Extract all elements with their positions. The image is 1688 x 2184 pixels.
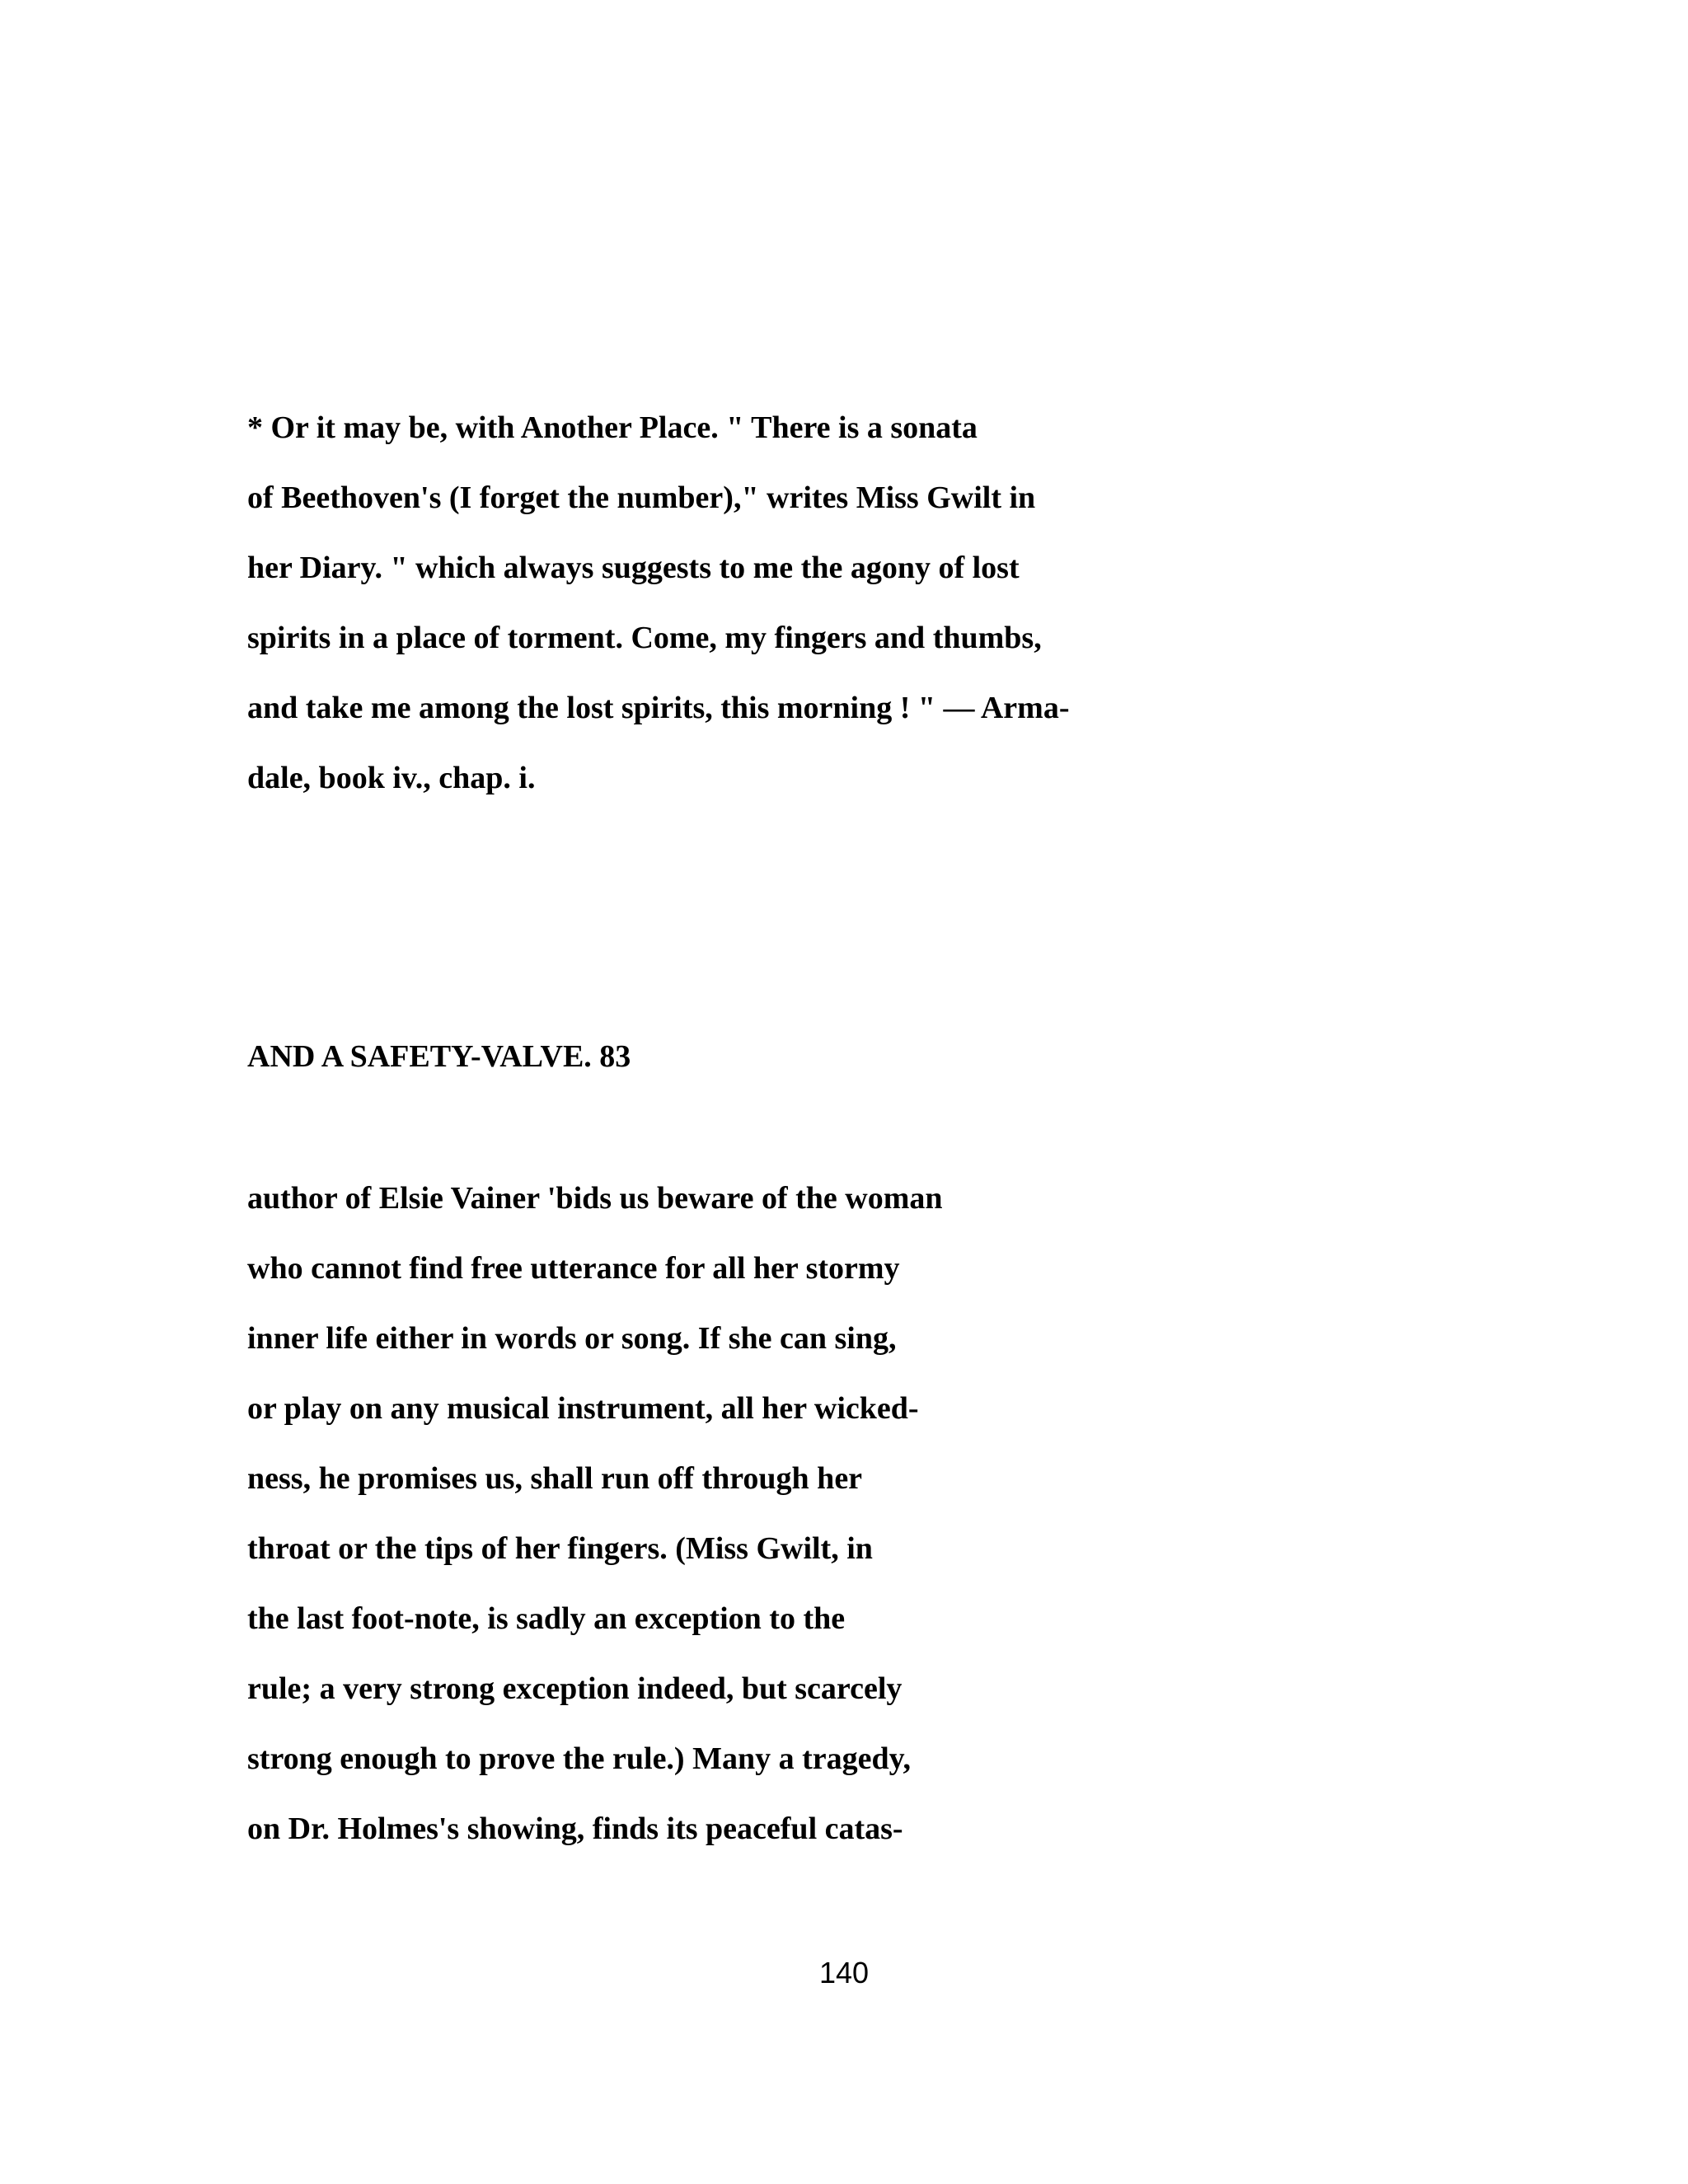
footnote-line: her Diary. " which always suggests to me the agony of lost — [247, 551, 1020, 585]
body-line: inner life either in words or song. If she can sing, — [247, 1321, 897, 1356]
body-line: strong enough to prove the rule.) Many a tragedy, — [247, 1741, 912, 1776]
body-line: ness, he promises us, shall run off through her — [247, 1461, 863, 1496]
body-line: or play on any musical instrument, all her wicked- — [247, 1391, 919, 1426]
body-line: author of Elsie Vainer 'bids us beware of the woman — [247, 1181, 943, 1216]
running-header: AND A SAFETY-VALVE. 83 — [247, 1039, 631, 1074]
footnote-line: of Beethoven's (I forget the number)," writes Miss Gwilt in — [247, 480, 1036, 515]
footnote-line: spirits in a place of torment. Come, my fingers and thumbs, — [247, 621, 1042, 655]
footnote-line: and take me among the lost spirits, this morning ! " — Arma- — [247, 691, 1070, 725]
body-line: rule; a very strong exception indeed, but scarcely — [247, 1671, 903, 1706]
body-line: who cannot find free utterance for all her stormy — [247, 1251, 900, 1286]
page-number: 140 — [818, 1956, 870, 1990]
footnote-line: * Or it may be, with Another Place. " There is a sonata — [247, 410, 978, 445]
body-line: throat or the tips of her fingers. (Miss Gwilt, in — [247, 1531, 873, 1566]
body-line: on Dr. Holmes's showing, finds its peaceful catas- — [247, 1811, 903, 1846]
body-line: the last foot-note, is sadly an exception to the — [247, 1601, 846, 1636]
footnote-line: dale, book iv., chap. i. — [247, 761, 536, 795]
